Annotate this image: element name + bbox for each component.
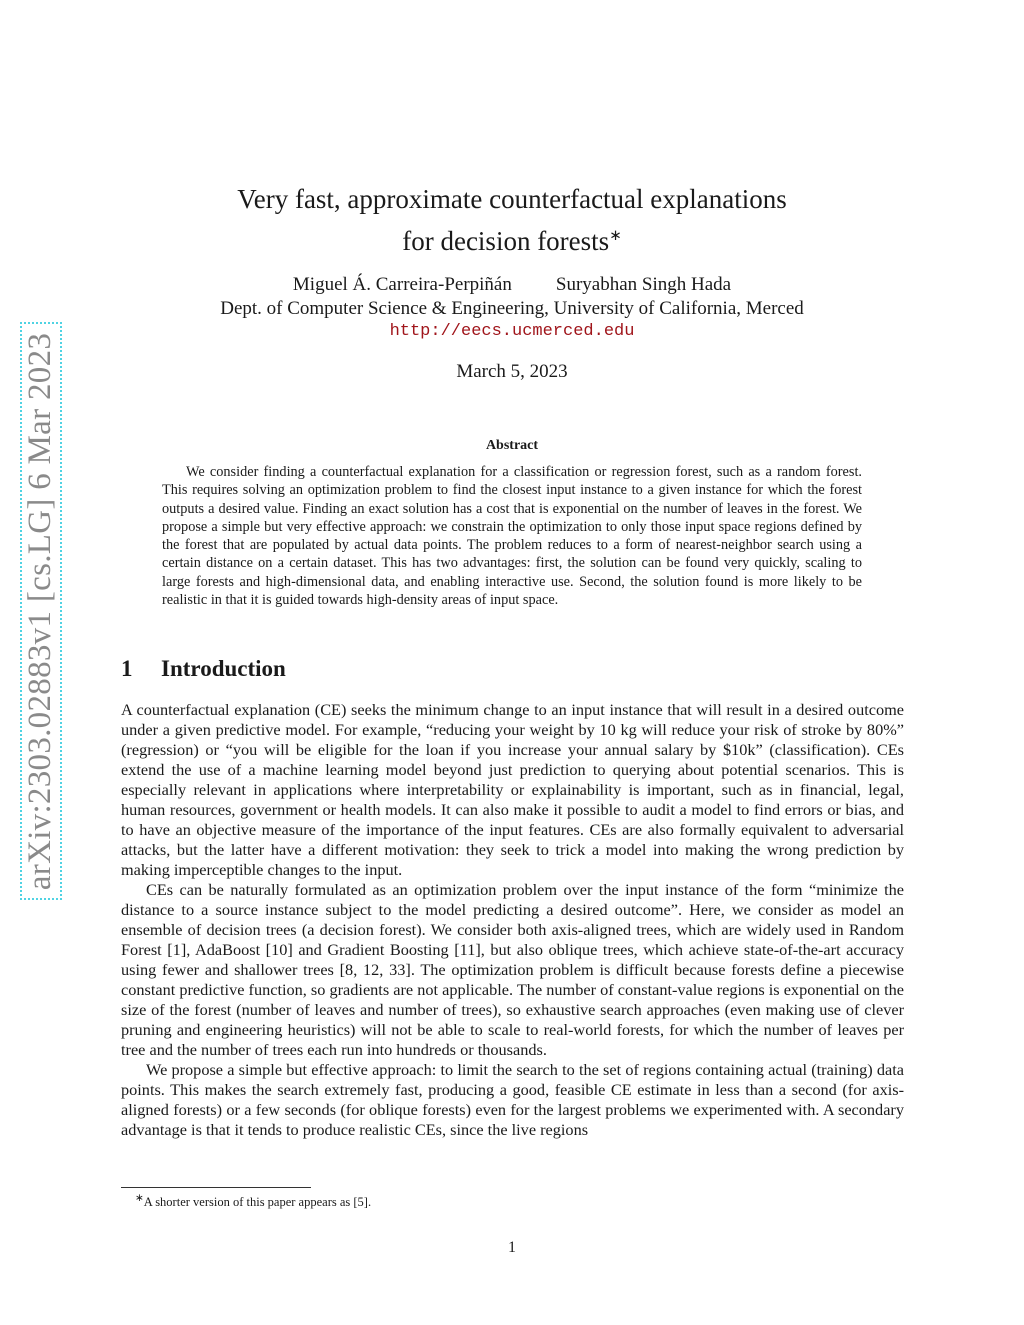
- paper-title: [0, 181, 1024, 260]
- paragraph-2: CEs can be naturally formulated as an optimization problem over the input instance of the form “minimize the distance to a source instance subject to the model predicting a desired outcome”. Here, we consider as model an ensemble of decision trees (a decision forest). We consider both axis-aligned trees, which are widely used in Random Forest [1], AdaBoost [10] and Gradient Boosting [11], but also oblique trees, which achieve state-of-the-art accuracy using fewer and shallower trees [8, 12, 33]. The optimization problem is difficult because forests define a piecewise constant predictive function, so gradients are not applicable. The number of constant-value regions is exponential on the size of the forest (number of leaves and number of trees), so exhaustive search approaches (even making use of clever pruning and engineering heuristics) will not be able to scale to real-world forests, for which the number of leaves per tree and the number of trees each run into hundreds or thousands.: [121, 880, 904, 1059]
- author-1: Miguel Á. Carreira-Perpiñán: [292, 274, 512, 295]
- author-list: [0, 274, 1024, 296]
- title-line-2: [0, 218, 1024, 260]
- footnote-text: A shorter version of this paper appears as [5].: [143, 1195, 372, 1210]
- arxiv-id-text: arXiv:2303.02883v1 [cs.LG] 6 Mar 2023: [22, 332, 59, 890]
- section-heading: [121, 656, 286, 682]
- footnote-mark: ∗: [135, 1193, 144, 1204]
- footnote: [135, 1192, 371, 1210]
- abstract-text: We consider finding a counterfactual explanation for a classification or regression forest, such as a random forest. This requires solving an optimization problem to find the closest input instance to a given instance for which the forest outputs a desired value. Finding an exact solution has a cost that is exponential on the number of leaves in the forest. We propose a simple but very effective approach: we constrain the optimization to only those input space regions defined by the forest that are populated by actual data points. The problem reduces to a form of nearest-neighbor search using a certain distance on a certain dataset. This has two advantages: first, the solution can be found very quickly, scaling to large forests and high-dimensional data, and enabling interactive use. Second, the solution found is more likely to be realistic in that it is guided towards high-density areas of input space.: [162, 464, 862, 609]
- section-number: 1: [121, 656, 133, 681]
- affiliation-url-link[interactable]: http://eecs.ucmerced.edu: [389, 322, 635, 341]
- paper-date: March 5, 2023: [456, 361, 568, 382]
- paragraph-1: A counterfactual explanation (CE) seeks the minimum change to an input instance that will result in a desired outcome under a given predictive model. For example, “reducing your weight by 10 kg will reduce your risk of stroke by 80%” (regression) or “you will be eligible for the loan if you increase your annual salary by $10k” (classification). CEs extend the use of a machine learning model beyond just prediction to querying about potential scenarios. This is especially relevant in applications where interpretability or explainability is important, such as in financial, legal, human resources, government or health models. It can also make it possible to audit a model to find errors or bias, and to have an objective measure of the importance of the input features. CEs are also formally equivalent to adversarial attacks, but the latter have a different motivation: they seek to trick a model into making the wrong prediction by making imperceptible changes to the input.: [121, 700, 904, 879]
- section-body: [121, 700, 904, 1140]
- affiliation: Dept. of Computer Science & Engineering, University of California, Merced: [220, 298, 804, 319]
- footnote-divider: [121, 1187, 311, 1188]
- arxiv-side-stamp: [20, 322, 62, 900]
- title-line-2-text: for decision forests: [402, 226, 610, 256]
- title-line-1: Very fast, approximate counterfactual explanations: [237, 184, 787, 214]
- section-title: Introduction: [161, 656, 286, 681]
- paragraph-3: We propose a simple but effective approach: to limit the search to the set of regions containing actual (training) data points. This makes the search extremely fast, producing a good, feasible CE estimate in less than a second (for axis-aligned forests) or a few seconds (for oblique forests) even for the largest problems we experimented with. A secondary advantage is that it tends to produce realistic CEs, since the live regions: [121, 1060, 904, 1139]
- abstract-heading: Abstract: [485, 438, 539, 453]
- author-2: Suryabhan Singh Hada: [555, 274, 732, 295]
- title-footnote-mark: ∗: [609, 228, 622, 244]
- page-number: 1: [508, 1239, 516, 1256]
